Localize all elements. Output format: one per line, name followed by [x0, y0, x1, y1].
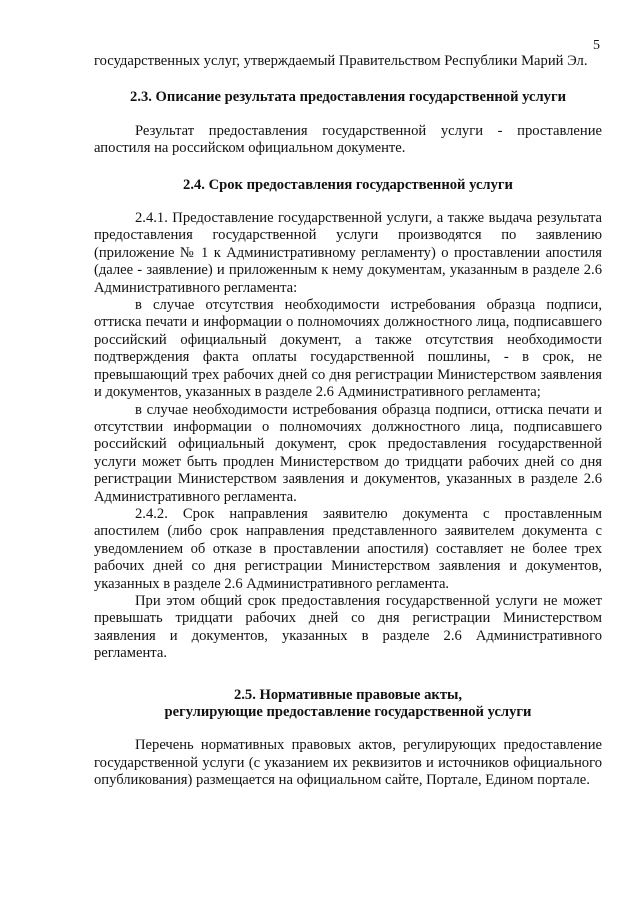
section-2-5-heading-line-2: регулирующие предоставление государственной услуги [164, 704, 532, 720]
section-2-5-heading-line-1: 2.5. Нормативные правовые акты, [233, 686, 463, 703]
section-2-3-paragraph: Результат предоставления государственной услуги - проставление апостиля на российском официальном документе. [94, 122, 602, 157]
section-2-4-2-paragraph: 2.4.2. Срок направления заявителю документа с проставленным апостилем (либо срок направления представленного заявителем документа с уведомлением об отказе в проставлении апостиля) составляет не более трех рабочих дней со дня регистрации Министерством заявления и документов, указанных в разделе 2.6 Административного регламента. [94, 505, 602, 592]
page-content [94, 53, 602, 790]
section-2-4-total-paragraph: При этом общий срок предоставления государственной услуги не может превышать тридцати рабочих дней со дня регистрации Министерством заявления и документов, указанных в разделе 2.6 Административного регламента. [94, 592, 602, 662]
section-2-4-heading: 2.4. Срок предоставления государственной услуги [183, 176, 513, 193]
intro-paragraph: государственных услуг, утверждаемый Правительством Республики Марий Эл. [94, 53, 588, 69]
section-2-4-case-2-paragraph: в случае необходимости истребования образца подписи, оттиска печати и отсутствии информации о полномочиях должностного лица, подписавшего российский официальный документ, срок предоставления государственной услуги может быть продлен Министерством до тридцати рабочих дней со дня регистрации Министерством заявления и документов, указанных в разделе 2.6 Административного регламента. [94, 401, 602, 505]
section-2-5-paragraph: Перечень нормативных правовых актов, регулирующих предоставление государственной услуги (с указанием их реквизитов и источников официального опубликования) размещается на официальном сайте, Портале, Едином портале. [94, 737, 602, 789]
section-2-4-1-paragraph: 2.4.1. Предоставление государственной услуги, а также выдача результата предоставления государственной услуги производятся по заявлению (приложение № 1 к Административному регламенту) о проставлении апостиля (далее - заявление) и приложенным к нему документам, указанным в разделе 2.6 Административного регламента: [94, 210, 602, 296]
section-2-4-case-1-paragraph: в случае отсутствия необходимости истребования образца подписи, оттиска печати и информации о полномочиях должностного лица, подписавшего российский официальный документ, а также отсутствия необходимости подтверждения факта оплаты государственной пошлины, - в срок, не превышающий трех рабочих дней со дня регистрации Министерством заявления и документов, указанных в разделе 2.6 Административного регламента; [94, 297, 602, 401]
page-number: 5 [593, 38, 600, 53]
section-2-3-heading: 2.3. Описание результата предоставления государственной услуги [130, 89, 566, 106]
